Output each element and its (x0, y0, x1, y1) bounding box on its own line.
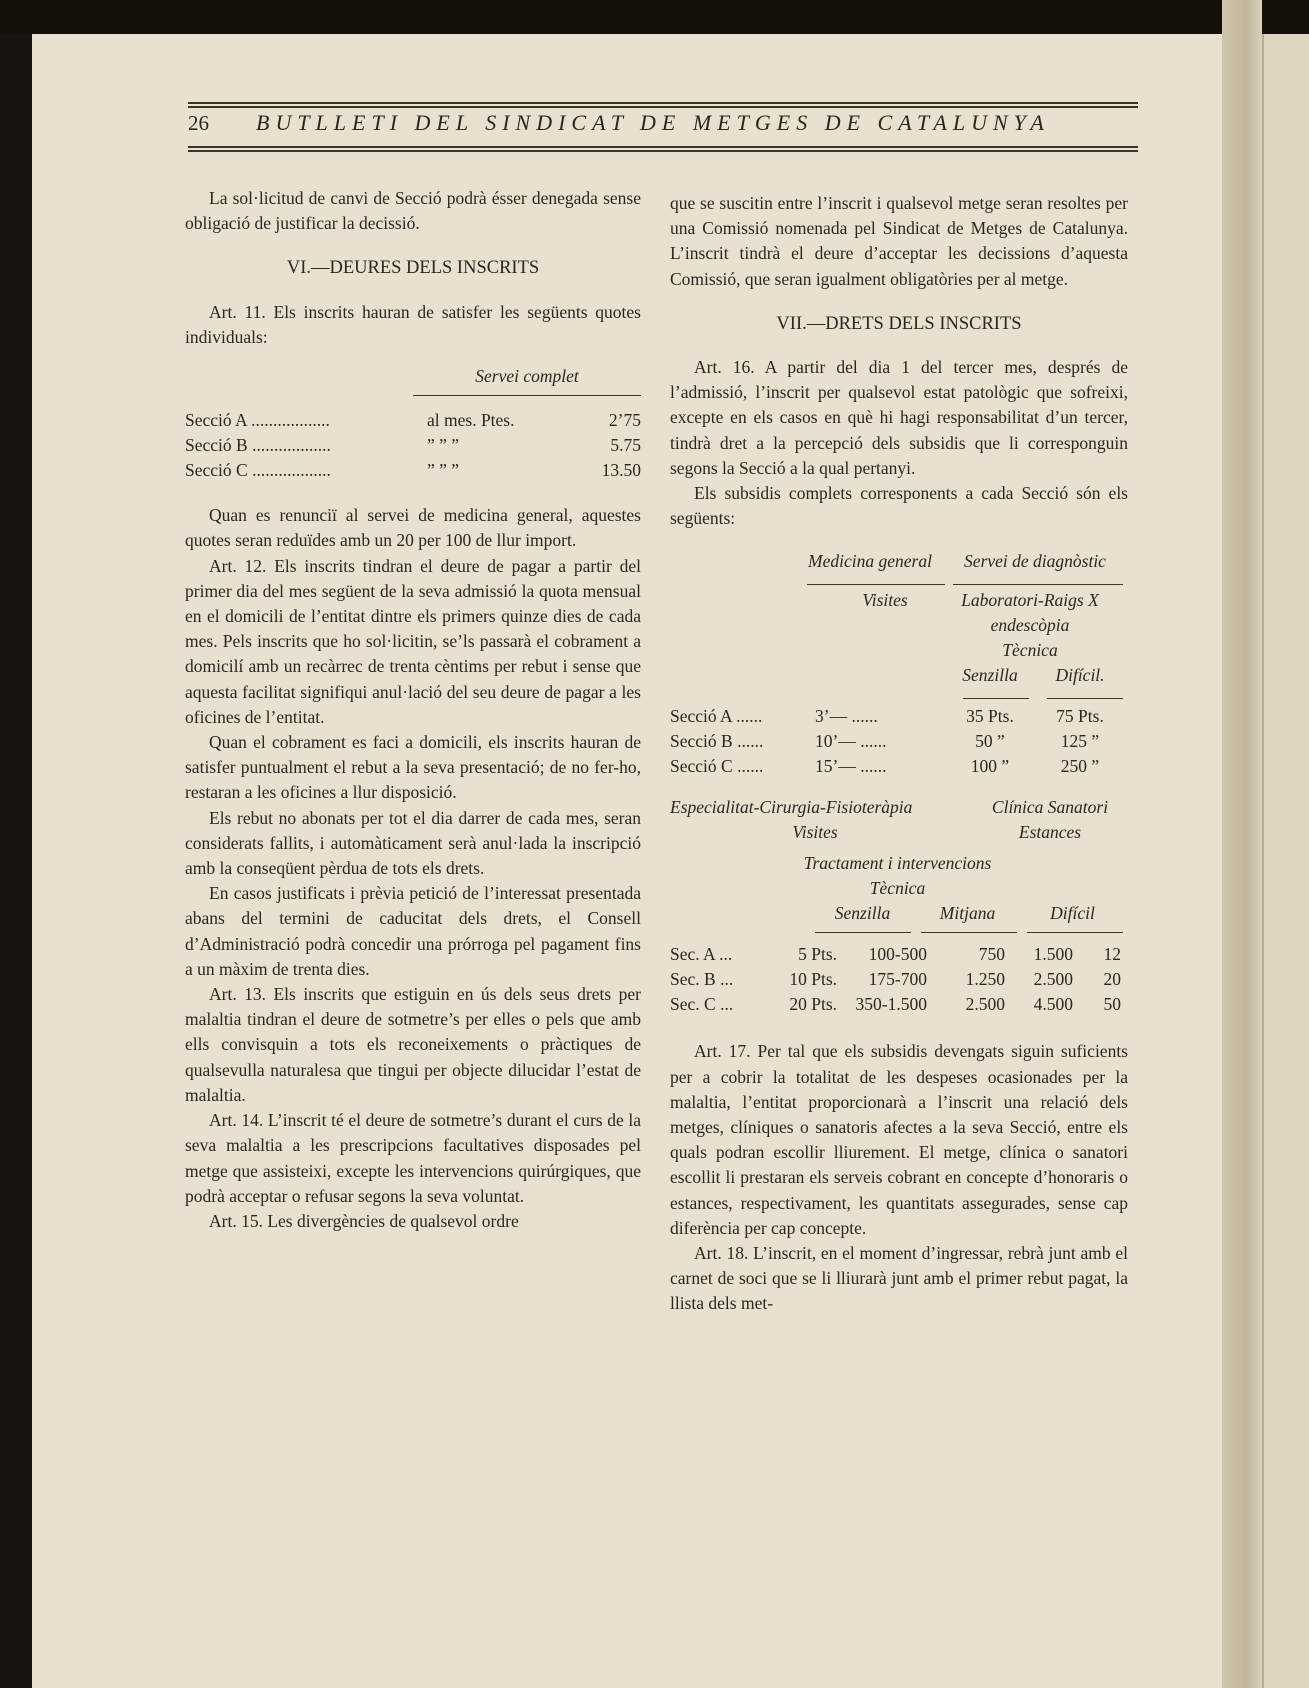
article-16: Art. 16. A partir del dia 1 del tercer mes, després de l’admissió, l’inscrit per qualsevol estat patològic que sofreixi, excepte en els casos en què hi hagi responsabilitat d’un tercer, tindrà dret a la percepció dels subsidis que li corresponguin segons la Secció a la qual pertanyi. (670, 357, 1128, 478)
article-17: Art. 17. Per tal que els subsidis devengats siguin suficients per a cobrir la totalitat de les despeses ocasionades per la malaltia, l’entitat proporcionarà a l’inscrit una relació dels metges, clíniques o sanatoris afectes a la seva Secció, entre els quals podran escollir lliurement. El metge, clínica o sanatori escollit li prestaran els serveis cobrant en concepte d’honoraris o estances, respectivament, les quantitats assegurades, sense cap diferència per cap concepte. (670, 1041, 1128, 1238)
paragraph-rebuts: Els rebut no abonats per tot el dia darrer de cada mes, seran considerats fallits, i automàticament serà anul·lada la inscripció amb la conseqüent pèrdua de tots els drets. (185, 807, 641, 879)
col-visites: Visites (862, 590, 908, 611)
col-senzilla-2: Senzilla (834, 903, 891, 924)
paragraph-renuncia: Quan es renunciï al servei de medicina general, aquestes quotes seran reduïdes amb un 20 per 100 de llur import. (185, 505, 641, 551)
rule-mitjana (921, 932, 1017, 942)
row-senzilla: 50 ” (975, 731, 1005, 752)
col-dificil: Difícil. (1055, 665, 1105, 686)
fee-value: 13.50 (601, 460, 641, 481)
paragraph-cobrament: Quan el cobrament es faci a domicili, els inscrits hauran de satisfer puntualment el rebut a la seva presentació; de no fer-ho, restaran a les oficines a llur disposició. (185, 732, 641, 803)
row-estances: 20 (1103, 969, 1121, 990)
row-visites: 5 Pts. (798, 944, 837, 965)
table-row (670, 754, 1128, 779)
rule-senzilla-2 (815, 932, 911, 942)
article-14: Art. 14. L’inscrit té el deure de sotmetre’s durant el curs de la seva malaltia a les prescripcions facultatives disposades pel metge que assisteixi, excepte les intervencions quirúrgiques, que podrà acceptar o refusar segons la seva voluntat. (185, 1110, 641, 1206)
fee-row (185, 433, 641, 458)
row-mitjana: 2.500 (965, 994, 1005, 1015)
fee-unit: ” ” ” (427, 435, 460, 456)
col-servei-diagnostic: Servei de diagnòstic (964, 551, 1106, 572)
col-tractament: Tractament i intervencions (803, 853, 992, 874)
row-estances: 12 (1103, 944, 1121, 965)
fee-value: 5.75 (610, 435, 641, 456)
table-row (670, 992, 1128, 1017)
row-senzilla: 100-500 (868, 944, 927, 965)
subsidies-table-2 (670, 795, 1128, 1017)
header-rule-top-2 (188, 106, 1138, 108)
table-row (670, 942, 1128, 967)
header-rule-bottom-2 (188, 150, 1138, 152)
article-11: Art. 11. Els inscrits hauran de satisfer les següents quotes individuals: (185, 301, 641, 347)
row-visites: 10 Pts. (789, 969, 837, 990)
row-mitjana: 750 (978, 944, 1005, 965)
col-tecnica-2: Tècnica (869, 878, 926, 899)
row-label: Sec. C ... (670, 994, 734, 1015)
col-visites-2: Visites (792, 822, 838, 843)
col-especialitat: Especialitat-Cirurgia-Fisioteràpia (670, 797, 913, 818)
col-endescopia: endescòpia (990, 615, 1070, 636)
article-15: Art. 15. Les divergències de qualsevol ordre (209, 1210, 519, 1231)
section-heading-vii: VII.—DRETS DELS INSCRITS (776, 313, 1022, 334)
col-tecnica: Tècnica (1002, 640, 1058, 661)
fee-value: 2’75 (608, 410, 641, 431)
rule-dificil-2 (1027, 932, 1123, 942)
running-header (188, 100, 1138, 154)
fee-unit: ” ” ” (427, 460, 460, 481)
row-dificil: 4.500 (1033, 994, 1073, 1015)
row-dificil: 125 ” (1060, 731, 1100, 752)
row-visites: 15’— ...... (815, 756, 887, 777)
col-senzilla: Senzilla (962, 665, 1018, 686)
row-label: Secció C ...... (670, 756, 764, 777)
row-senzilla: 35 Pts. (966, 706, 1014, 727)
left-column (185, 186, 641, 1234)
col-dificil-2: Difícil (1050, 903, 1095, 924)
table-row (670, 967, 1128, 992)
fee-row (185, 408, 641, 433)
row-visites: 3’— ...... (815, 706, 878, 727)
row-dificil: 75 Pts. (1056, 706, 1104, 727)
fee-table-header: Servei complet (413, 364, 641, 396)
row-senzilla: 175-700 (868, 969, 927, 990)
facing-page-edge (1262, 34, 1309, 1688)
table-row (670, 704, 1128, 729)
row-visites: 20 Pts. (789, 994, 837, 1015)
page-number: 26 (188, 111, 209, 135)
row-senzilla: 350-1.500 (855, 994, 927, 1015)
paragraph-intro: La sol·licitud de canvi de Secció podrà ésser denegada sense obligació de justificar la decissió. (185, 188, 641, 234)
row-label: Sec. B ... (670, 969, 734, 990)
row-senzilla: 100 ” (970, 756, 1010, 777)
col-estances: Estances (1018, 822, 1082, 843)
row-label: Sec. A ... (670, 944, 733, 965)
table-row (670, 729, 1128, 754)
row-label: Secció A ...... (670, 706, 763, 727)
row-visites: 10’— ...... (815, 731, 887, 752)
header-rule-top (188, 102, 1138, 104)
row-dificil: 2.500 (1033, 969, 1073, 990)
subsidies-table-1 (670, 549, 1128, 779)
col-medicina-general: Medicina general (808, 551, 932, 572)
fee-section-label: Secció A .................. (185, 410, 330, 431)
fee-unit: al mes. Ptes. (427, 410, 515, 431)
col-mitjana: Mitjana (939, 903, 996, 924)
section-heading-vi: VI.—DEURES DELS INSCRITS (286, 258, 540, 279)
paragraph-subsidis: Els subsidis complets corresponents a cada Secció són els següents: (670, 483, 1128, 529)
right-column (670, 191, 1128, 1317)
article-18: Art. 18. L’inscrit, en el moment d’ingressar, rebrà junt amb el carnet de soci que se li lliurarà junt amb el primer rebut pagat, la llista dels met- (670, 1243, 1128, 1314)
col-laboratori: Laboratori-Raigs X (961, 590, 1099, 611)
row-mitjana: 1.250 (965, 969, 1005, 990)
fee-table (185, 364, 641, 483)
row-dificil: 250 ” (1060, 756, 1100, 777)
article-13: Art. 13. Els inscrits que estiguin en ús dels seus drets per malaltia tindran el deure de sotmetre’s per elles o pels que amb ells convisquin a tots els reconeixements o pràctiques de qualsevulla naturalesa que tingui per objecte dilucidar l’estat de malaltia. (185, 984, 641, 1105)
fee-section-label: Secció B .................. (185, 435, 331, 456)
scan-top-border (0, 0, 1309, 34)
row-estances: 50 (1103, 994, 1121, 1015)
col-clinica-sanatori: Clínica Sanatori (991, 797, 1109, 818)
fee-section-label: Secció C .................. (185, 460, 331, 481)
article-12: Art. 12. Els inscrits tindran el deure de pagar a partir del primer dia del mes següent de la seva admissió la quota mensual en el domicili de l’entitat dintre els primers quinze dies de cada mes. Pels inscrits que ho sol·licitin, se’ls passarà el cobrament a domicilí amb un recàrrec de trenta cèntims per rebut i sense que aquesta facilitat signifiqui anul·lació del seu deure de pagar a les oficines de l’entitat. (185, 555, 641, 727)
journal-title: BUTLLETI DEL SINDICAT DE METGES DE CATALUNYA (256, 110, 1050, 135)
paragraph-continuation: que se suscitin entre l’inscrit i qualsevol metge seran resoltes per una Comissió nomenada pel Sindicat de Metges de Catalunya. L’inscrit tindrà el deure d’acceptar les decissions d’aquesta Comissió, que seran igualment obligatòries per al metge. (670, 193, 1128, 289)
book-binding (1222, 0, 1262, 1688)
row-dificil: 1.500 (1033, 944, 1073, 965)
fee-row (185, 458, 641, 483)
paragraph-casos: En casos justificats i prèvia petició de l’interessat presentada abans del termini de caducitat dels drets, el Consell d’Administració podrà concedir una prórroga pel pagament fins a un màxim de trenta dies. (185, 883, 641, 979)
header-rule-bottom (188, 146, 1138, 148)
row-label: Secció B ...... (670, 731, 764, 752)
